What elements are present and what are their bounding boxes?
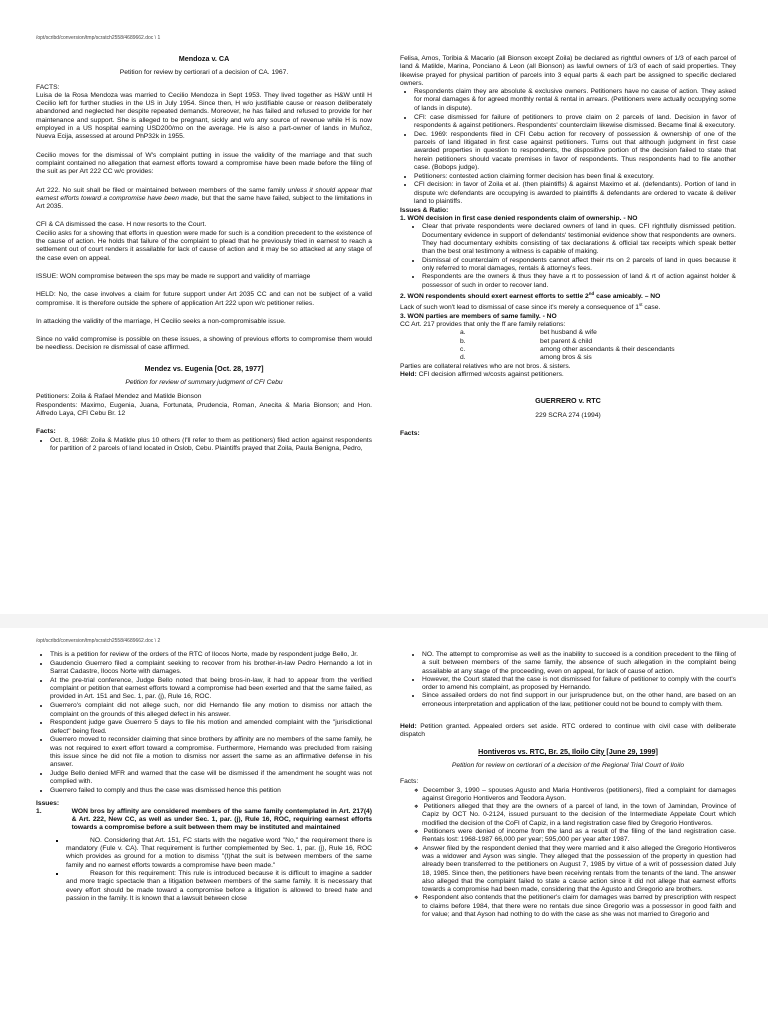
issue-text: 2. WON respondents should exert earnest efforts to settle 2 xyxy=(400,293,589,301)
case-subtitle: Petition for review of summary judgment of CFI Cebu xyxy=(125,379,283,387)
family-relation-row xyxy=(400,329,736,337)
held-line xyxy=(400,723,736,740)
list-item: • Respondents claim they are absolute & exclusive owners. Petitioners have no cause of action. They asked for moral damages & for agreed monthly rental & rental in arrears. (Petitioners were actually occupying some of lands in dispute). xyxy=(414,88,736,113)
list-item xyxy=(66,870,372,903)
issue-text: case amicably. – NO xyxy=(594,293,661,301)
ratio-text-part: Lack of such won't lead to dismissal of case since it's merely a consequence of 1 xyxy=(400,304,639,312)
list-item: • Respondent judge gave Guerrero 5 days to file his motion and amended complaint with the "jurisdictional defect" being fixed. xyxy=(50,719,372,736)
list-item: ❖ December 3, 1990 – spouses Agusto and Maria Hontiveros (petitioners), filed a complaint for damages against Gregorio Hontiveros and Teodora Ayson. xyxy=(414,787,736,804)
article-reference: CC Art. 217 provides that only the ff are family relations: xyxy=(400,321,566,329)
case-title: Mendez vs. Eugenia [Oct. 28, 1977] xyxy=(144,363,264,373)
ratio-list xyxy=(36,837,372,903)
facts-list xyxy=(36,437,372,454)
list-item: • Guerrero's complaint did not allege such, nor did Hernando file any motion to dismiss nor attach the complaint on the grounds of this alleged defect in his answer. xyxy=(50,702,372,719)
superscript: st xyxy=(638,302,643,308)
ratio-list xyxy=(400,223,736,289)
list-item: • Guerrero moved to reconsider claiming that since brothers by affinity are no members of the same family, he was not required to exert effort toward a compromise. Furthermore, Hernando was precluded from raising this issue since he did not file a motion to dismiss nor assert the same as an affirmative defense in his answer. xyxy=(50,736,372,769)
list-item: • Clear that private respondents were declared owners of land in ques. CFI rightfully dismissed petition. Documentary evidence in support of defendants' testimonial evidence show that respondents are owners. They had documentary exhibits consisting of tax declarations & official tax receipts which speak better than the best oral testimony a witness is capable of making. xyxy=(422,223,736,256)
family-relation-value: bet parent & child xyxy=(540,337,593,345)
article-quote xyxy=(36,187,372,212)
issues-heading: Issues & Ratio: xyxy=(400,206,449,214)
family-relation-key: b. xyxy=(460,337,466,345)
family-relation-row xyxy=(400,354,736,362)
article-text: Art 222. No suit shall be filed or maintained between members of the same family xyxy=(36,186,288,194)
list-item: • Oct. 8, 1968: Zoila & Matilde plus 10 others (I'll refer to them as petitioners) filed action against respondents for partition of 2 parcels of land located in Oslob, Cebu. Plaintiffs prayed that Zoila, Paula Benigna, Pedro, xyxy=(50,437,372,454)
facts-list xyxy=(400,787,736,920)
right-column xyxy=(400,651,736,923)
facts-heading: Facts: xyxy=(36,428,56,436)
family-relation-key: d. xyxy=(460,354,466,362)
list-item: • Respondents are the owners & thus they have a rt to possession of land & rt of action against holder & possessor of such in order to recover land. xyxy=(422,273,736,290)
analysis-paragraph: In attacking the validity of the marriage, H Cecilio seeks a non-compromisable issue. xyxy=(36,317,286,325)
left-column xyxy=(36,55,372,457)
ratio-list xyxy=(400,651,736,709)
family-relations-list xyxy=(400,329,736,362)
held-paragraph: HELD: No, the case involves a claim for future support under Art 2035 CC and can not be subject of a valid compromise. It is therefore outside the sphere of application Art 222 upon w/c petitioner relies. xyxy=(36,291,372,307)
list-item: • Judge Bello denied MFR and warned that the case will be dismissed if the amendment he sought was not complied with. xyxy=(50,770,372,787)
family-relation-value: among bros & sis xyxy=(540,354,592,362)
page-path-header: /opt/scribd/conversion/tmp/scratch2558/4689662.doc \ 1 xyxy=(36,35,161,41)
case-title: Mendoza v. CA xyxy=(178,54,230,63)
list-item xyxy=(66,837,372,870)
family-relation-value: among other ascendants & their descendants xyxy=(540,346,675,354)
held-text: Petition granted. Appealed orders set aside. RTC ordered to continue with civil case with deliberate dispatch xyxy=(400,723,736,739)
list-item: ❖ Answer filed by the respondent denied that they were married and it also alleged the Gregorio Hontiveros was a widower and Ayson was single. They alleged that the possession of the property in question had already been transferred to the petitioners on August 7, 1985 by virtue of a writ of possession dated July 18, 1985. Since then, the petitioners have been receiving rentals from the tenants of the land. The answer also alleged that the complaint failed to state a cause action since it did not allege that earnest efforts towards a compromise had been made, considering that the Agusto and Gregorio are brothers. xyxy=(414,845,736,895)
family-relation-key: a. xyxy=(460,329,466,337)
family-relation-row xyxy=(400,346,736,354)
issues-heading: Issues: xyxy=(36,799,60,807)
facts-heading: Facts: xyxy=(400,429,420,437)
collateral-note: Parties are collateral relatives who are not bros. & sisters. xyxy=(400,362,571,370)
facts-list xyxy=(36,651,372,796)
list-item: • CFI: case dismissed for failure of petitioners to prove claim on 2 parcels of land. Decision in favor of respondents & against petitioners. Respondents' counterclaim likewise dismissed. Became final & executory. xyxy=(414,114,736,131)
case-title: GUERRERO v. RTC xyxy=(535,396,601,406)
family-relation-value: bet husband & wife xyxy=(540,329,597,337)
parties-respondents: Respondents: Maximo, Eugenia, Juana, Fortunata, Prudencia, Roman, Anecita & Maria Bionson; and Hon. Alfredo Laya, CFI Cebu Br. 12 xyxy=(36,401,372,417)
family-relation-row xyxy=(400,338,736,346)
list-item: • NO. The attempt to compromise as well as the inability to succeed is a condition precedent to the filing of a suit between members of the same family, the absence of such allegation in the complaint being assailable at any stage of the proceeding, even on appeal, for lack of cause of action. xyxy=(422,651,736,676)
held-label: Held: xyxy=(400,370,417,378)
case-subtitle: Petition for review by certiorari of a decision of CA. 1967. xyxy=(119,69,289,77)
procedural-paragraph: CFI & CA dismissed the case. H now resorts to the Court. Cecilio asks for a showing that efforts in question were made for such is a condition precedent to the existence of the cause of action. He holds that failure of the complaint to plead that he previously tried in earnest to reach a settlement out of court renders it assailable for lack of cause of action and it may be so attacked at any stage of the case even on appeal. xyxy=(36,221,372,262)
list-item: ❖ Petitioners were denied of income from the land as a result of the filing of the land registration case. Rentals lost: 1968-1987 66,000 per year; 595,000 per year after 1987. xyxy=(414,828,736,845)
document-page-2 xyxy=(0,628,768,1024)
list-item: • However, the Court stated that the case is not dismissed for failure of petitioner to comply with the court's order to amend his complaint, as proposed by Hernando. xyxy=(422,676,736,693)
case-subtitle: Petition for review on certiorari of a decision of the Regional Trial Court of Iloilo xyxy=(451,761,685,769)
issue-question xyxy=(36,808,372,833)
issue-text: WON bros by affinity are considered members of the same family contemplated in Art. 217(4) & Art. 222, New CC, as well as under Sec. 1, par. (j), Rule 16, ROC, requiring earnest efforts towards a compromise before a suit between them may be instituted and maintained xyxy=(71,807,372,832)
ratio-text-part: case. xyxy=(642,304,661,312)
article-emphasis: unless it should appear that earnest efforts toward a compromise have been made, xyxy=(36,186,373,202)
facts-continuation: Felisa, Amos, Toribia & Macario (all Bionson except Zoila) be declared as rightful owners of 1/3 of each parcel of land & Matilde, Marina, Ponciano & Leon (all Bionson) as lawful owners of 1/3 of each of said properties. They likewise prayed for physical partition of parcels into 3 equal parts & each part be assigned to specific declared owners. xyxy=(400,55,736,87)
right-column xyxy=(400,55,736,444)
list-item: ❖ Petitioners alleged that they are the owners of a parcel of land, in the town of Jamindan, Province of Capiz by OCT No. 0-2124, issued pursuant to the decision of the Intermediate Appelate Court which modified the decision of the CoFI of Capiz, in a land registration case filed by Gregorio Hontiveros. xyxy=(414,803,736,828)
list-item: • CFI decision: in favor of Zoila et al. (then plaintiffs) & against Maximo et al. (defendants). Portion of land in dispute w/c defendants are occupying is awarded to plaintiffs & defendants are ordered to vacate & deliver land to plaintiffs. xyxy=(414,181,736,206)
issue-number: 1. xyxy=(36,807,42,815)
page-separator xyxy=(0,614,768,628)
parties-petitioners: Petitioners: Zoila & Rafael Mendez and Matilde Bionson xyxy=(36,393,202,401)
conclusion-paragraph: Since no valid compromise is possible on these issues, a showing of previous efforts to compromise them would be needless. Decision re dismissal of case affirmed. xyxy=(36,336,372,352)
issue-question xyxy=(400,290,736,302)
facts-paragraph: Luisa de la Rosa Mendoza was married to Cecilio Mendoza in Sept 1953. They lived together as H&W until H Cecilio left for further studies in the US in July 1954. Since then, H w/o justifiable cause or reason deliberately abandoned and neglected her despite repeated demands. Moreover, he has failed and refused to provide for her maintenance and support. She is alleged to be pregnant, sickly and w/o any source of revenue while H is now employed in a US hospital earning USD200/mo on the average. He is also a part-owner of lands in Muñoz, Nueva Ecija, assessed at around PhP32k in 1955. xyxy=(36,91,372,141)
case-title: Hontiveros vs. RTC, Br. 25, Iloilo City [June 29, 1999] xyxy=(478,746,658,756)
list-item: ❖ Respondent also contends that the petitioner's claim for damages was barred by prescription with respect to claims before 1984, that there were no rentals due since Gregorio was a possessor in good faith and for value; and that Ayson had nothing to do with the case as she was not married to Gregorio and xyxy=(414,894,736,919)
list-item: • This is a petition for review of the orders of the RTC of Ilocos Norte, made by respondent judge Bello, Jr. xyxy=(50,651,372,659)
list-item: • Guerrero failed to comply and thus the case was dismissed hence this petition xyxy=(50,787,372,795)
ratio-text: Reason for this requirement: This rule is introduced because it is difficult to imagine a sadder and more tragic spectacle than a litigation between members of the same family. It is necessary that every effort should be made toward a compromise before a litigation is allowed to breed hate and passion in the family. It is known that a lawsuit between close xyxy=(66,869,372,902)
facts-heading: FACTS: xyxy=(36,83,60,91)
ratio-text: NO. Considering that Art. 151, FC starts with the negative word "No," the requirement there is mandatory (Fule v. CA). That requirement is further complemented by Sec. 1, par. (j), Rule 16, ROC which provides as ground for a motion to dismiss "(t)hat the suit is between members of the same family and no earnest efforts towards a compromise have been made." xyxy=(66,836,372,869)
held-line xyxy=(400,371,736,379)
ratio-text xyxy=(400,301,736,313)
case-citation: 229 SCRA 274 (1994) xyxy=(535,411,601,419)
list-item: • Dismissal of counterclaim of respondents cannot affect their rts on 2 parcels of land in ques because it only referred to moral damages, rentals & attorney's fees. xyxy=(422,257,736,274)
list-item: • Petitioners: contested action claiming former decision has been final & executory. xyxy=(414,173,736,181)
list-item: • Dec. 1969: respondents filed in CFI Cebu action for recovery of possession & ownership of one of the parcels of land litigated in first case against petitioners. Turns out that although judgment in first case awarded properties in question to respondents, the dispositive portion of the decision failed to state that herein petitioners should vacate premises in favor of respondents. Thus respondents had to file another case. (Bobops judge). xyxy=(414,131,736,172)
issue-question: 3. WON parties are members of same family. - NO xyxy=(400,312,557,320)
facts-list xyxy=(400,88,736,206)
left-column xyxy=(36,651,372,907)
issue-paragraph: ISSUE: WON compromise between the sps may be made re support and validity of marriage xyxy=(36,272,311,280)
list-item: • Gaudencio Guerrero filed a complaint seeking to recover from his brother-in-law Pedro Hernando a lot in Sarrat Cadastre, Ilocos Norte with damages. xyxy=(50,660,372,677)
issue-question: 1. WON decision in first case denied respondents claim of ownership. - NO xyxy=(400,215,638,223)
article-text: but that the same have failed, subject to the limitations in Art 2035. xyxy=(36,194,372,211)
held-text: CFI decision affirmed w/costs against petitioners. xyxy=(416,370,564,378)
family-relation-key: c. xyxy=(460,346,466,354)
facts-paragraph: Cecilio moves for the dismissal of W's complaint putting in issue the validity of the marriage and that such complaint contained no allegation that earnest efforts toward a compromise have been made before the filing of the suit as per Art 222 CC w/c provides: xyxy=(36,151,372,176)
list-item: • At the pre-trial conference, Judge Bello noted that being bros-in-law, it had to appear from the verified complaint or petition that earnest efforts toward a compromise had been exerted and that the same failed, as provided in Art. 151 and Sec. 1, par. (j), Rule 16, ROC. xyxy=(50,677,372,702)
list-item: • Since assailed orders do not find support in our jurisprudence but, on the other hand, are based on an erroneous interpretation and application of the law, petitioner could not be bound to comply with them. xyxy=(422,692,736,709)
page-path-header: /opt/scribd/conversion/tmp/scratch2558/4689662.doc \ 2 xyxy=(36,638,161,644)
facts-heading: Facts: xyxy=(400,778,419,786)
superscript: nd xyxy=(588,290,595,296)
held-label: Held: xyxy=(400,723,417,731)
